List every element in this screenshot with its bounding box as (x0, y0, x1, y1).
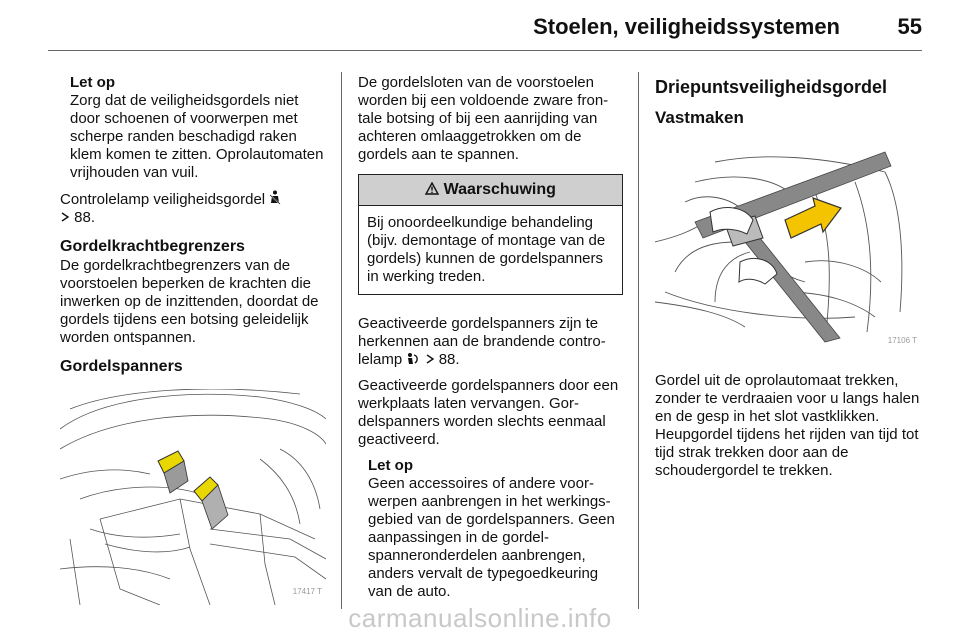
fasten-instructions: Gordel uit de oprolautomaat trekken, zonder te verdraaien voor u langs halen en de gesp in het slot vastklikken. Heupgordel tijdens het rijden van tijd tot tijd strak trekken door aan de schoudergordel te trekken. (655, 372, 920, 479)
column-divider-2 (638, 72, 639, 609)
activated-text: Geactiveerde gordelspanners zijn te herkennen aan de brandende controlelamp (358, 315, 606, 368)
lamp-page-reference: 88. (74, 209, 96, 226)
figure-code-1: 17417 T (292, 587, 322, 596)
lamp-text: Controlelamp veiligheidsgordel (60, 191, 266, 208)
direction-arrow-shape (785, 198, 841, 238)
fasten-seatbelt-illustration (655, 142, 921, 354)
column-1 (60, 74, 330, 605)
page-reference-icon (425, 351, 439, 368)
heading-limiters: Gordelkrachtbegrenzers (60, 238, 245, 255)
page-header-title: Stoelen, veiligheidssystemen (533, 14, 840, 39)
warning-triangle-icon (425, 181, 443, 198)
warning-box (358, 174, 623, 295)
column-3 (655, 74, 923, 480)
heading-fasten: Vastmaken (655, 108, 744, 127)
note-2-title: Let op (368, 457, 413, 474)
watermark: carmanualsonline.info (348, 603, 612, 633)
note-1-title: Let op (70, 74, 115, 91)
figure-code-2: 17106 T (887, 336, 917, 345)
replace-text: Geactiveerde gordelspanners door een werkplaats laten vervangen. Gordelspanners worden slechts eenmaal geactiveerd. (358, 377, 619, 448)
heading-tensioners: Gordelspanners (60, 358, 183, 375)
lamp-paragraph (60, 190, 330, 227)
page-reference-icon (60, 209, 74, 226)
airbag-warning-icon (406, 351, 424, 368)
activated-page-reference: 88. (438, 351, 460, 368)
warning-title: Waarschuwing (443, 181, 556, 198)
seatbelt-buckle-illustration (60, 389, 326, 605)
header-divider (48, 50, 922, 51)
activated-paragraph (358, 315, 623, 369)
note-1-text: Zorg dat de veiligheidsgordels niet door schoenen of voorwerpen met scherpe randen beschadigd raken klem komen te zitten. Oprolautomaten vrijhouden van vuil. (70, 92, 324, 181)
warning-header (359, 175, 622, 206)
note-2-text: Geen accessoires of andere voorwerpen aanbrengen in het werkingsgebied van de gordelspanners. Geen aanpassingen in de gordelspanneronderdelen aanbrengen, anders vervalt de typegoedkeuring van de auto. (368, 475, 615, 600)
warning-body: Bij onoordeelkundige behandeling (bijv. demontage of montage van de gordels) kunnen de gordelspanners in werking treden. (367, 214, 606, 285)
limiters-text: De gordelkrachtbegrenzers van de voorstoelen beperken de krachten die inwerken op de inzittenden, doordat de gordels tijdens een botsing geleidelijk worden ontspannen. (60, 257, 319, 346)
seatbelt-warning-icon (269, 191, 281, 208)
tensioner-intro-text: De gordelsloten van de voorstoelen worden bij een voldoende zware frontale botsing of bij een aanrijding van achteren omlaaggetrokken om de gordels aan te spannen. (358, 74, 609, 163)
column-2 (358, 74, 623, 601)
front-buckle-shape (158, 451, 188, 493)
note-block-2 (358, 457, 623, 601)
page-number: 55 (897, 14, 922, 39)
heading-three-point-belt: Driepuntsveiligheidsgordel (655, 77, 888, 97)
column-divider-1 (341, 72, 342, 609)
rear-buckle-shape (194, 477, 228, 529)
note-block-1 (60, 74, 330, 182)
